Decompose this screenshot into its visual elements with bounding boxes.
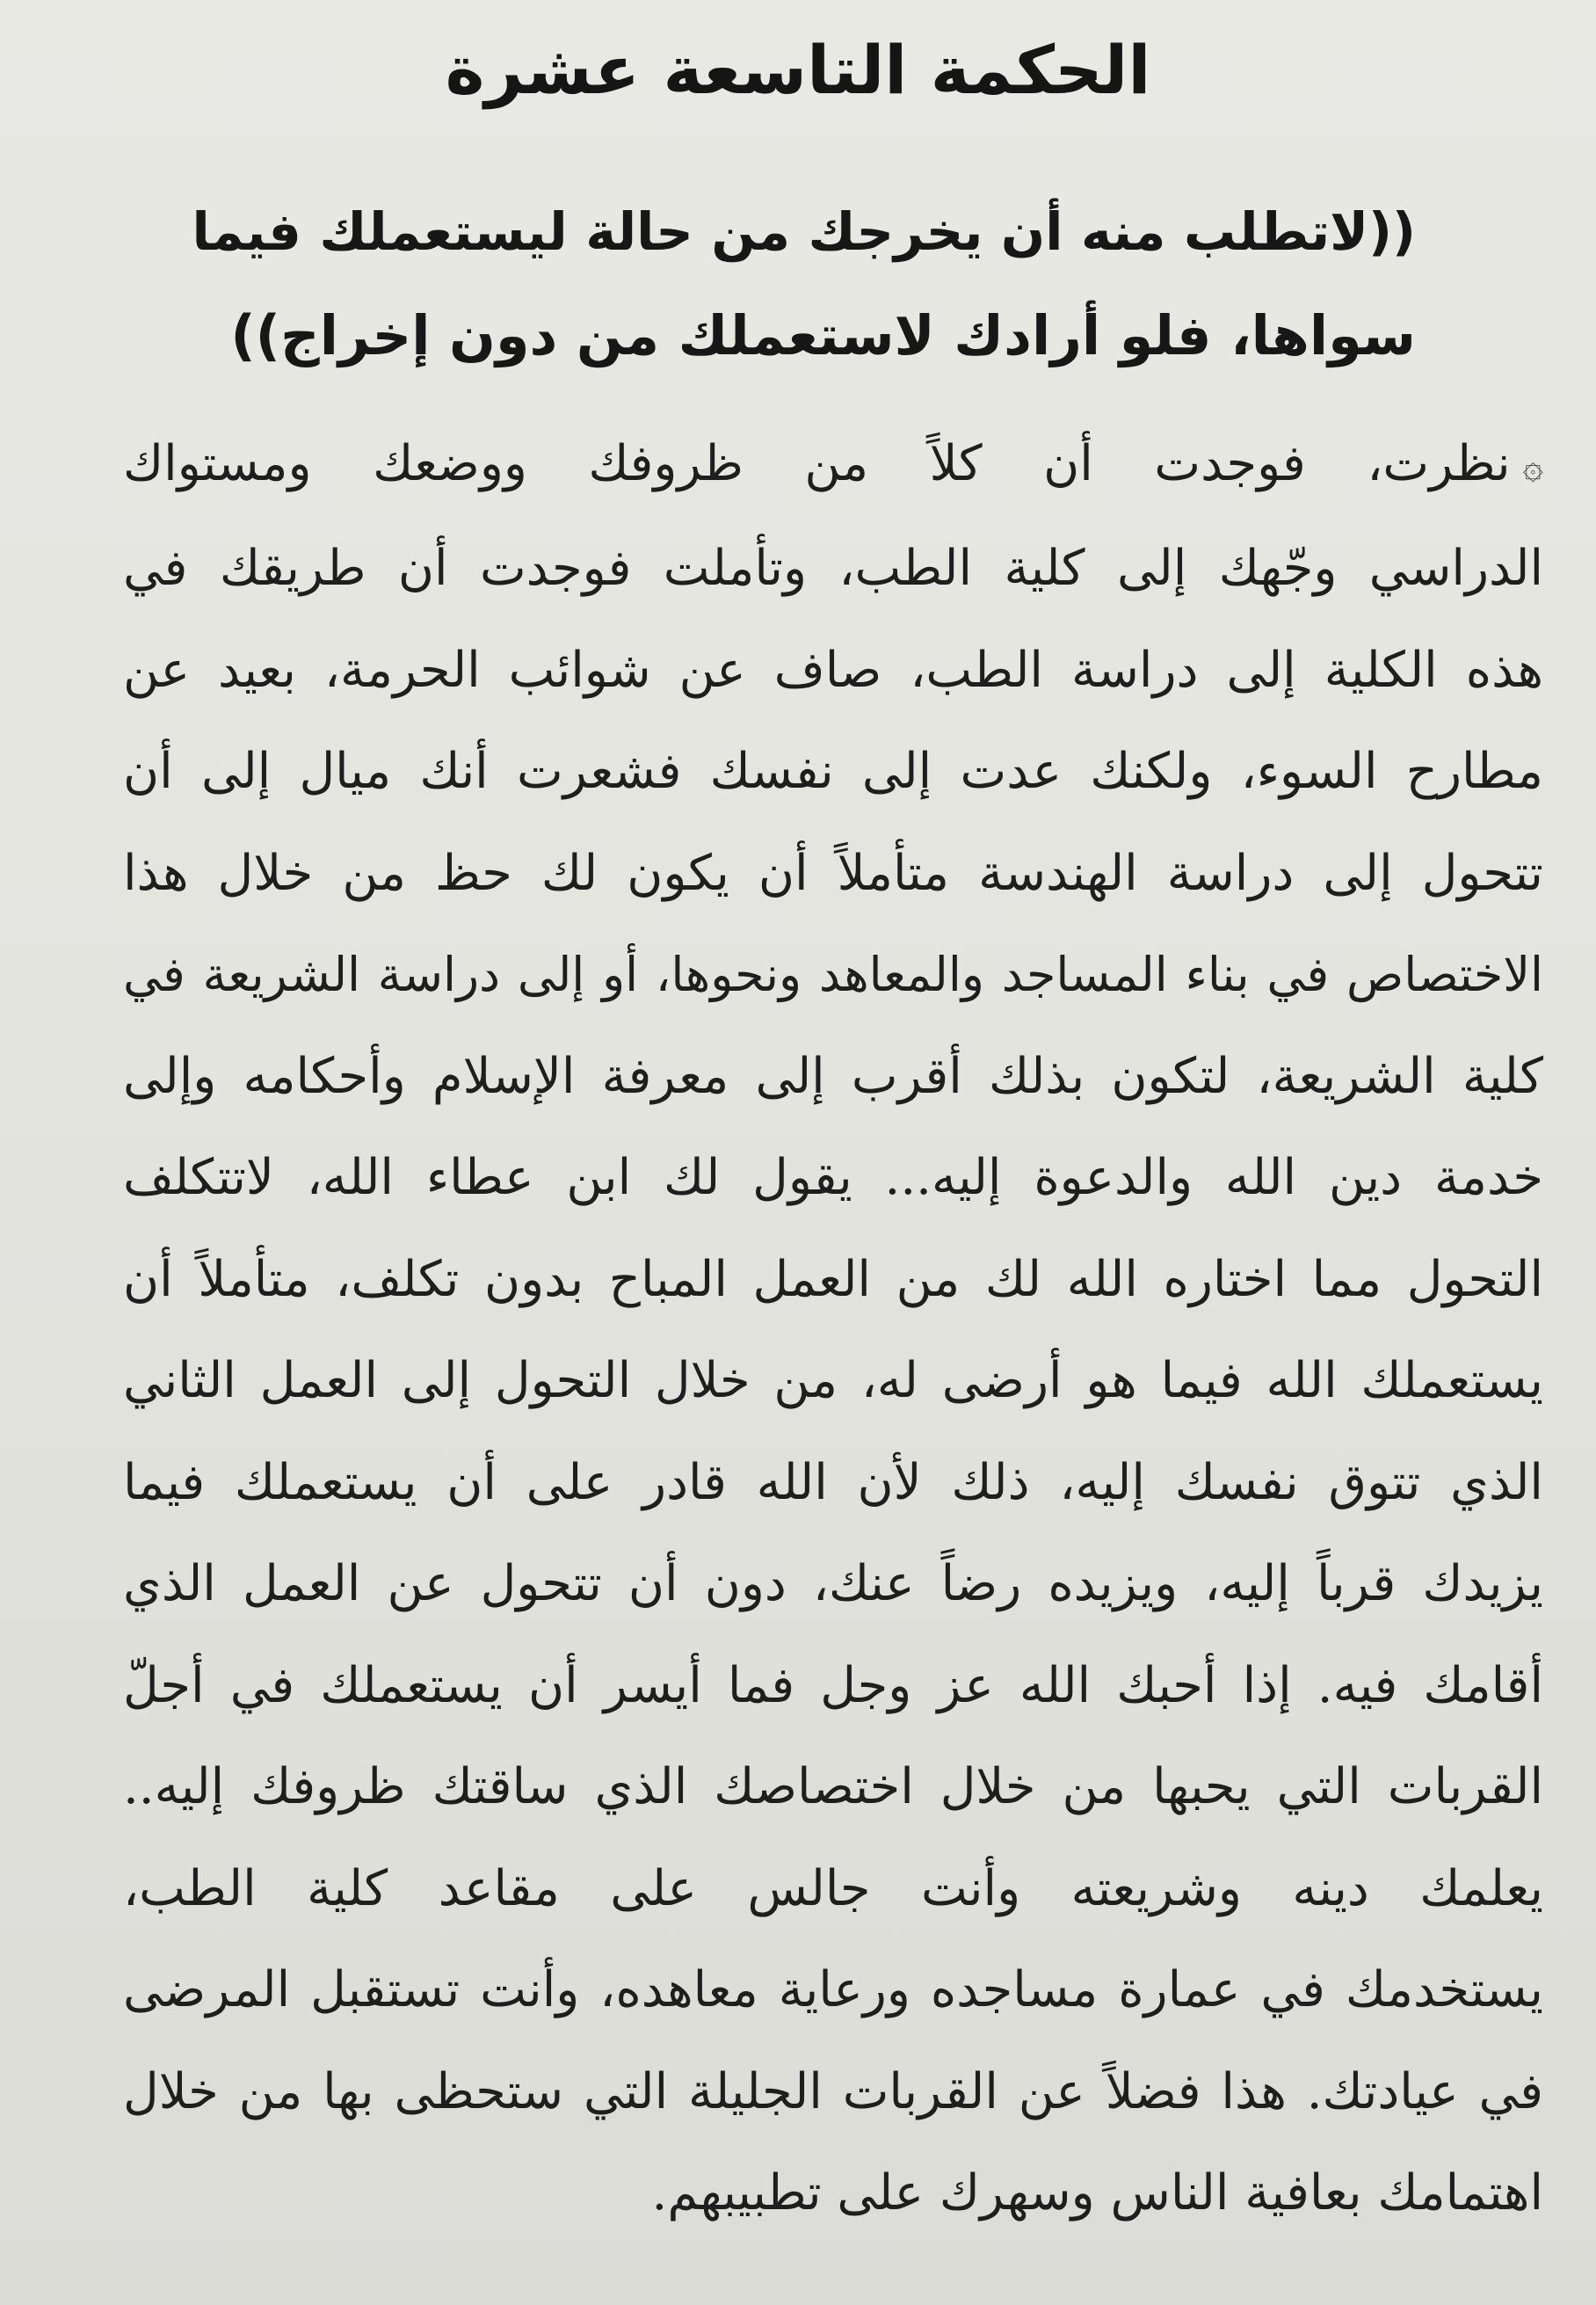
body-line: في عيادتك. هذا فضلاً عن القربات الجليلة التي ستحظى بها من خلال bbox=[123, 2062, 1543, 2120]
body-line: تتحول إلى دراسة الهندسة متأملاً أن يكون لك حظ من خلال هذا bbox=[123, 844, 1543, 902]
aphorism-quote bbox=[180, 180, 1416, 388]
body-line: الذي تتوق نفسك إليه، ذلك لأن الله قادر على أن يستعملك فيما bbox=[123, 1453, 1543, 1511]
body-line: مطارح السوء، ولكنك عدت إلى نفسك فشعرت أنك ميال إلى أن bbox=[123, 743, 1543, 801]
body-line: هذه الكلية إلى دراسة الطب، صاف عن شوائب الحرمة، بعيد عن bbox=[123, 641, 1543, 699]
body-line: يزيدك قرباً إليه، ويزيده رضاً عنك، دون أن تتحول عن العمل الذي bbox=[123, 1555, 1543, 1613]
body-line: القربات التي يحبها من خلال اختصاصك الذي ساقتك ظروفك إليه.. bbox=[123, 1758, 1543, 1816]
body-line bbox=[123, 413, 1543, 518]
body-line: كلية الشريعة، لتكون بذلك أقرب إلى معرفة الإسلام وأحكامه وإلى bbox=[123, 1047, 1543, 1105]
body-line: خدمة دين الله والدعوة إليه... يقول لك ابن عطاء الله، لاتتكلف bbox=[123, 1149, 1543, 1207]
body-line-text: نظرت، فوجدت أن كلاً من ظروفك ووضعك ومستواك bbox=[123, 435, 1511, 492]
quote-line: سواها، فلو أرادك لاستعملك من دون إخراج)) bbox=[230, 303, 1416, 367]
body-line: يعلمك دينه وشريعته وأنت جالس على مقاعد كلية الطب، bbox=[123, 1859, 1543, 1917]
body-line: يستخدمك في عمارة مساجده ورعاية معاهده، وأنت تستقبل المرضى bbox=[123, 1961, 1543, 2019]
body-line: اهتمامك بعافية الناس وسهرك على تطبيبهم. bbox=[651, 2164, 1543, 2222]
body-line: الاختصاص في بناء المساجد والمعاهد ونحوها، أو إلى دراسة الشريعة في bbox=[123, 947, 1543, 1003]
body-line: يستعملك الله فيما هو أرضى له، من خلال التحول إلى العمل الثاني bbox=[123, 1352, 1543, 1410]
body-line: أقامك فيه. إذا أحبك الله عز وجل فما أيسر أن يستعملك في أجلّ bbox=[123, 1656, 1543, 1714]
ornament-bullet-icon: ۞ bbox=[1522, 446, 1543, 487]
quote-line: ((لاتطلب منه أن يخرجك من حالة ليستعملك فيما bbox=[192, 201, 1416, 262]
body-line: الدراسي وجّهك إلى كلية الطب، وتأملت فوجدت أن طريقك في bbox=[123, 540, 1543, 598]
body-line: التحول مما اختاره الله لك من العمل المباح بدون تكلف، متأملاً أن bbox=[123, 1250, 1543, 1308]
body-paragraph bbox=[123, 413, 1543, 2244]
page-title: الحكمة التاسعة عشرة bbox=[445, 31, 1151, 109]
